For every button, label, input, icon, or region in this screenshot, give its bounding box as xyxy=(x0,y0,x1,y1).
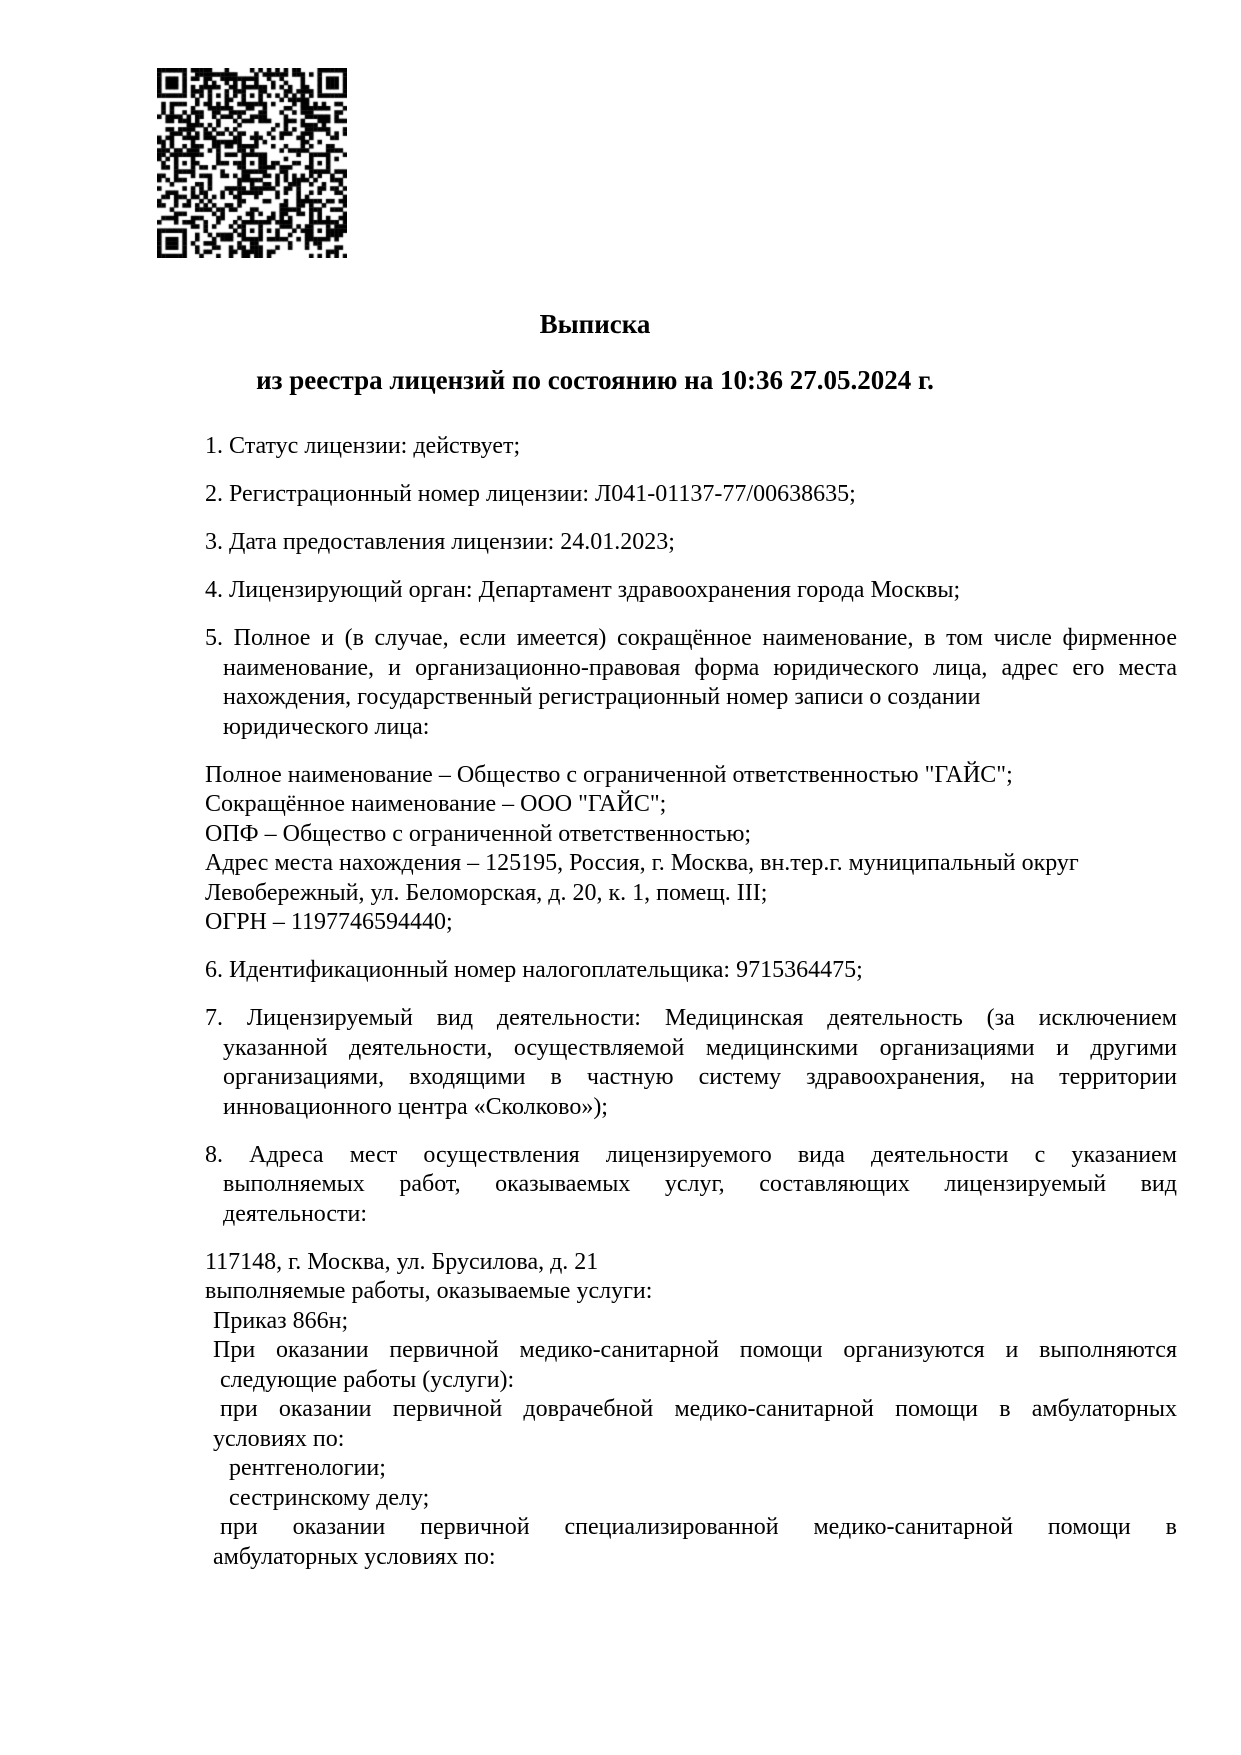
paragraph-activity-addresses xyxy=(205,1141,1177,1230)
works-line: При оказании первичной медико-санитарной помощи организуются и выполняются xyxy=(213,1337,1177,1363)
works-line: следующие работы (услуги): xyxy=(220,1366,515,1393)
activity-type-line: инновационного центра «Сколково»); xyxy=(223,1093,608,1120)
paragraph-grant-date: 3. Дата предоставления лицензии: 24.01.2023; xyxy=(205,529,675,555)
document-title: Выписка xyxy=(539,309,651,339)
legal-address-line: Левобережный, ул. Беломорская, д. 20, к. 1, помещ. III; xyxy=(205,879,768,906)
legal-entity-details-block xyxy=(205,761,1177,938)
document-content xyxy=(205,308,1177,1572)
activity-addresses-line: выполняемых работ, оказываемых услуг, составляющих лицензируемый вид xyxy=(223,1171,1177,1197)
paragraph-inn: 6. Идентификационный номер налогоплательщика: 9715364475; xyxy=(205,957,863,983)
qr-code-image xyxy=(157,68,347,258)
works-line: при оказании первичной специализированной медико-санитарной помощи в xyxy=(220,1514,1177,1540)
legal-entity-heading-line: наименование, и организационно-правовая форма юридического лица, адрес его места xyxy=(223,654,1177,681)
legal-entity-heading-line: нахождения, государственный регистрационный номер записи о создании xyxy=(223,684,981,710)
order-line: Приказ 866н; xyxy=(213,1307,349,1334)
short-name-line: Сокращённое наименование – ООО "ГАЙС"; xyxy=(205,791,667,817)
paragraph-registration-number: 2. Регистрационный номер лицензии: Л041-01137-77/00638635; xyxy=(205,481,856,507)
ogrn-line: ОГРН – 1197746594440; xyxy=(205,909,453,935)
full-name-line: Полное наименование – Общество с ограниченной ответственностью "ГАЙС"; xyxy=(205,761,1013,788)
opf-line: ОПФ – Общество с ограниченной ответственностью; xyxy=(205,820,752,847)
activity-addresses-line: 8. Адреса мест осуществления лицензируемого вида деятельности с указанием xyxy=(205,1141,1177,1168)
activity-type-line: 7. Лицензируемый вид деятельности: Медицинская деятельность (за исключением xyxy=(205,1005,1177,1031)
works-line: амбулаторных условиях по: xyxy=(213,1543,496,1570)
activity-type-line: организациями, входящими в частную систему здравоохранения, на территории xyxy=(223,1064,1177,1090)
paragraph-license-status: 1. Статус лицензии: действует; xyxy=(205,433,521,459)
document-header xyxy=(205,308,985,396)
document-subtitle: из реестра лицензий по состоянию на 10:36 27.05.2024 г. xyxy=(256,365,934,395)
paragraph-legal-entity-heading xyxy=(205,624,1177,742)
legal-entity-heading-line: юридического лица: xyxy=(223,713,430,740)
activity-addresses-line: деятельности: xyxy=(223,1200,368,1227)
works-line: при оказании первичной доврачебной медико-санитарной помощи в амбулаторных xyxy=(220,1396,1177,1422)
work-address-block xyxy=(205,1248,1177,1573)
document-body xyxy=(205,432,1177,1572)
works-line: сестринскому делу; xyxy=(229,1484,430,1511)
works-line: условиях по: xyxy=(213,1425,345,1452)
work-address-line: 117148, г. Москва, ул. Брусилова, д. 21 xyxy=(205,1248,599,1275)
paragraph-licensing-authority: 4. Лицензирующий орган: Департамент здравоохранения города Москвы; xyxy=(205,577,961,603)
works-line: рентгенологии; xyxy=(229,1455,386,1481)
legal-entity-heading-line: 5. Полное и (в случае, если имеется) сокращённое наименование, в том числе фирменное xyxy=(205,625,1177,651)
works-label-line: выполняемые работы, оказываемые услуги: xyxy=(205,1278,653,1304)
legal-address-line: Адрес места нахождения – 125195, Россия, г. Москва, вн.тер.г. муниципальный округ xyxy=(205,850,1079,876)
paragraph-activity-type xyxy=(205,1004,1177,1122)
activity-type-line: указанной деятельности, осуществляемой медицинскими организациями и другими xyxy=(223,1034,1177,1061)
